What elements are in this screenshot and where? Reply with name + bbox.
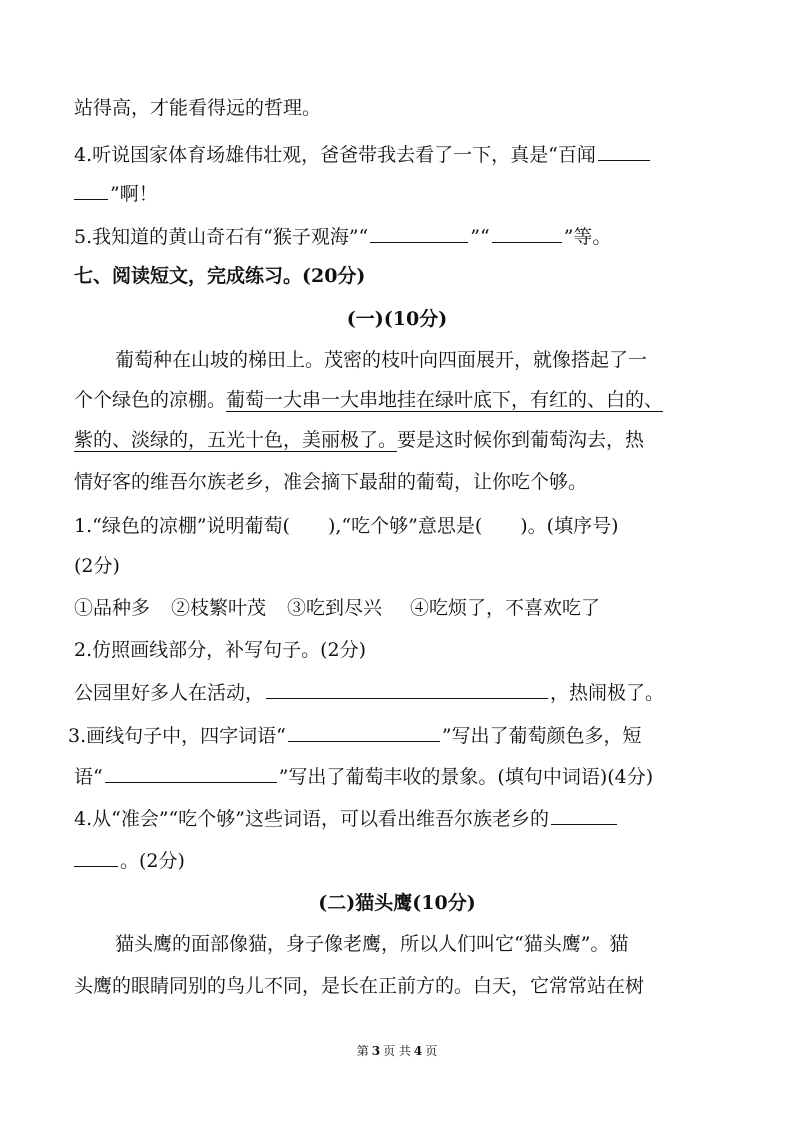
page-number: 3 [371,1044,381,1058]
passage-line: 葡萄种在山坡的梯田上。茂密的枝叶向四面展开，就像搭起了一 [115,349,648,371]
passage-line: 情好客的维吾尔族老乡，准会摘下最甜的葡萄，让你吃个够。 [74,471,588,493]
passage-line: 个个绿色的凉棚。葡萄一大串一大串地挂在绿叶底下，有红的、白的、 [74,389,664,411]
answer-blank[interactable] [105,762,277,783]
page-footer: 第 3 页 共 4 页 [356,1044,438,1058]
option-4: ④吃烦了，不喜欢吃了 [410,597,601,619]
reading-question-3: 3.画线句子中，四字词语“ ”写出了葡萄颜色多，短 [68,721,754,750]
passage-line: 猫头鹰的面部像猫，身子像老鹰，所以人们叫它“猫头鹰”。猫 [115,933,629,955]
subsection-2-heading: (二)猫头鹰(10分) [318,892,476,914]
answer-blank[interactable] [492,222,562,243]
passage-line: 紫的、淡绿的，五光十色，美丽极了。要是这时候你到葡萄沟去，热 [74,429,645,451]
answer-blank[interactable] [288,721,440,742]
answer-blank[interactable] [266,678,548,699]
section-7-heading: 七、阅读短文，完成练习。(20分) [74,265,366,287]
option-1: ①品种多 [74,597,151,619]
underlined-sentence: 葡萄一大串一大串地挂在绿叶底下，有红的、白的、 [226,389,664,411]
answer-blank[interactable] [551,804,617,825]
question-5: 5.我知道的黄山奇石有“猴子观海”“ ”“ ”等。 [74,222,754,251]
underlined-sentence: 紫的、淡绿的，五光十色，美丽极了。 [74,429,398,451]
reading-question-1-score: (2分) [74,555,120,577]
answer-blank[interactable] [74,179,108,200]
reading-question-4-cont: 。(2分) [74,846,754,875]
answer-blank[interactable] [74,846,118,867]
reading-question-1: 1.“绿色的凉棚”说明葡萄( ),“吃个够”意思是( )。(填序号) [74,515,619,537]
subsection-1-heading: (一)(10分) [346,308,448,330]
reading-question-2-answer: 公园里好多人在活动， ，热闹极了。 [74,678,754,707]
option-2: ②枝繁叶茂 [171,597,267,619]
answer-blank[interactable] [370,222,468,243]
passage-line: 头鹰的眼睛同别的鸟儿不同，是长在正前方的。白天，它常常站在树 [74,975,645,997]
reading-question-4: 4.从“准会”“吃个够”这些词语，可以看出维吾尔族老乡的 [74,804,754,833]
options-row [74,594,754,622]
answer-blank[interactable] [598,140,650,161]
reading-question-3-cont: 语“ ”写出了葡萄丰收的景象。(填句中词语)(4分) [74,762,754,791]
reading-question-2: 2.仿照画线部分，补写句子。(2分) [74,639,367,661]
option-3: ③吃到尽兴 [287,597,383,619]
page-total: 4 [413,1044,423,1058]
question-4-cont: ”啊！ [74,179,754,208]
text-line: 站得高，才能看得远的哲理。 [74,97,322,119]
question-4: 4.听说国家体育场雄伟壮观，爸爸带我去看了一下，真是“百闻 [74,140,754,169]
